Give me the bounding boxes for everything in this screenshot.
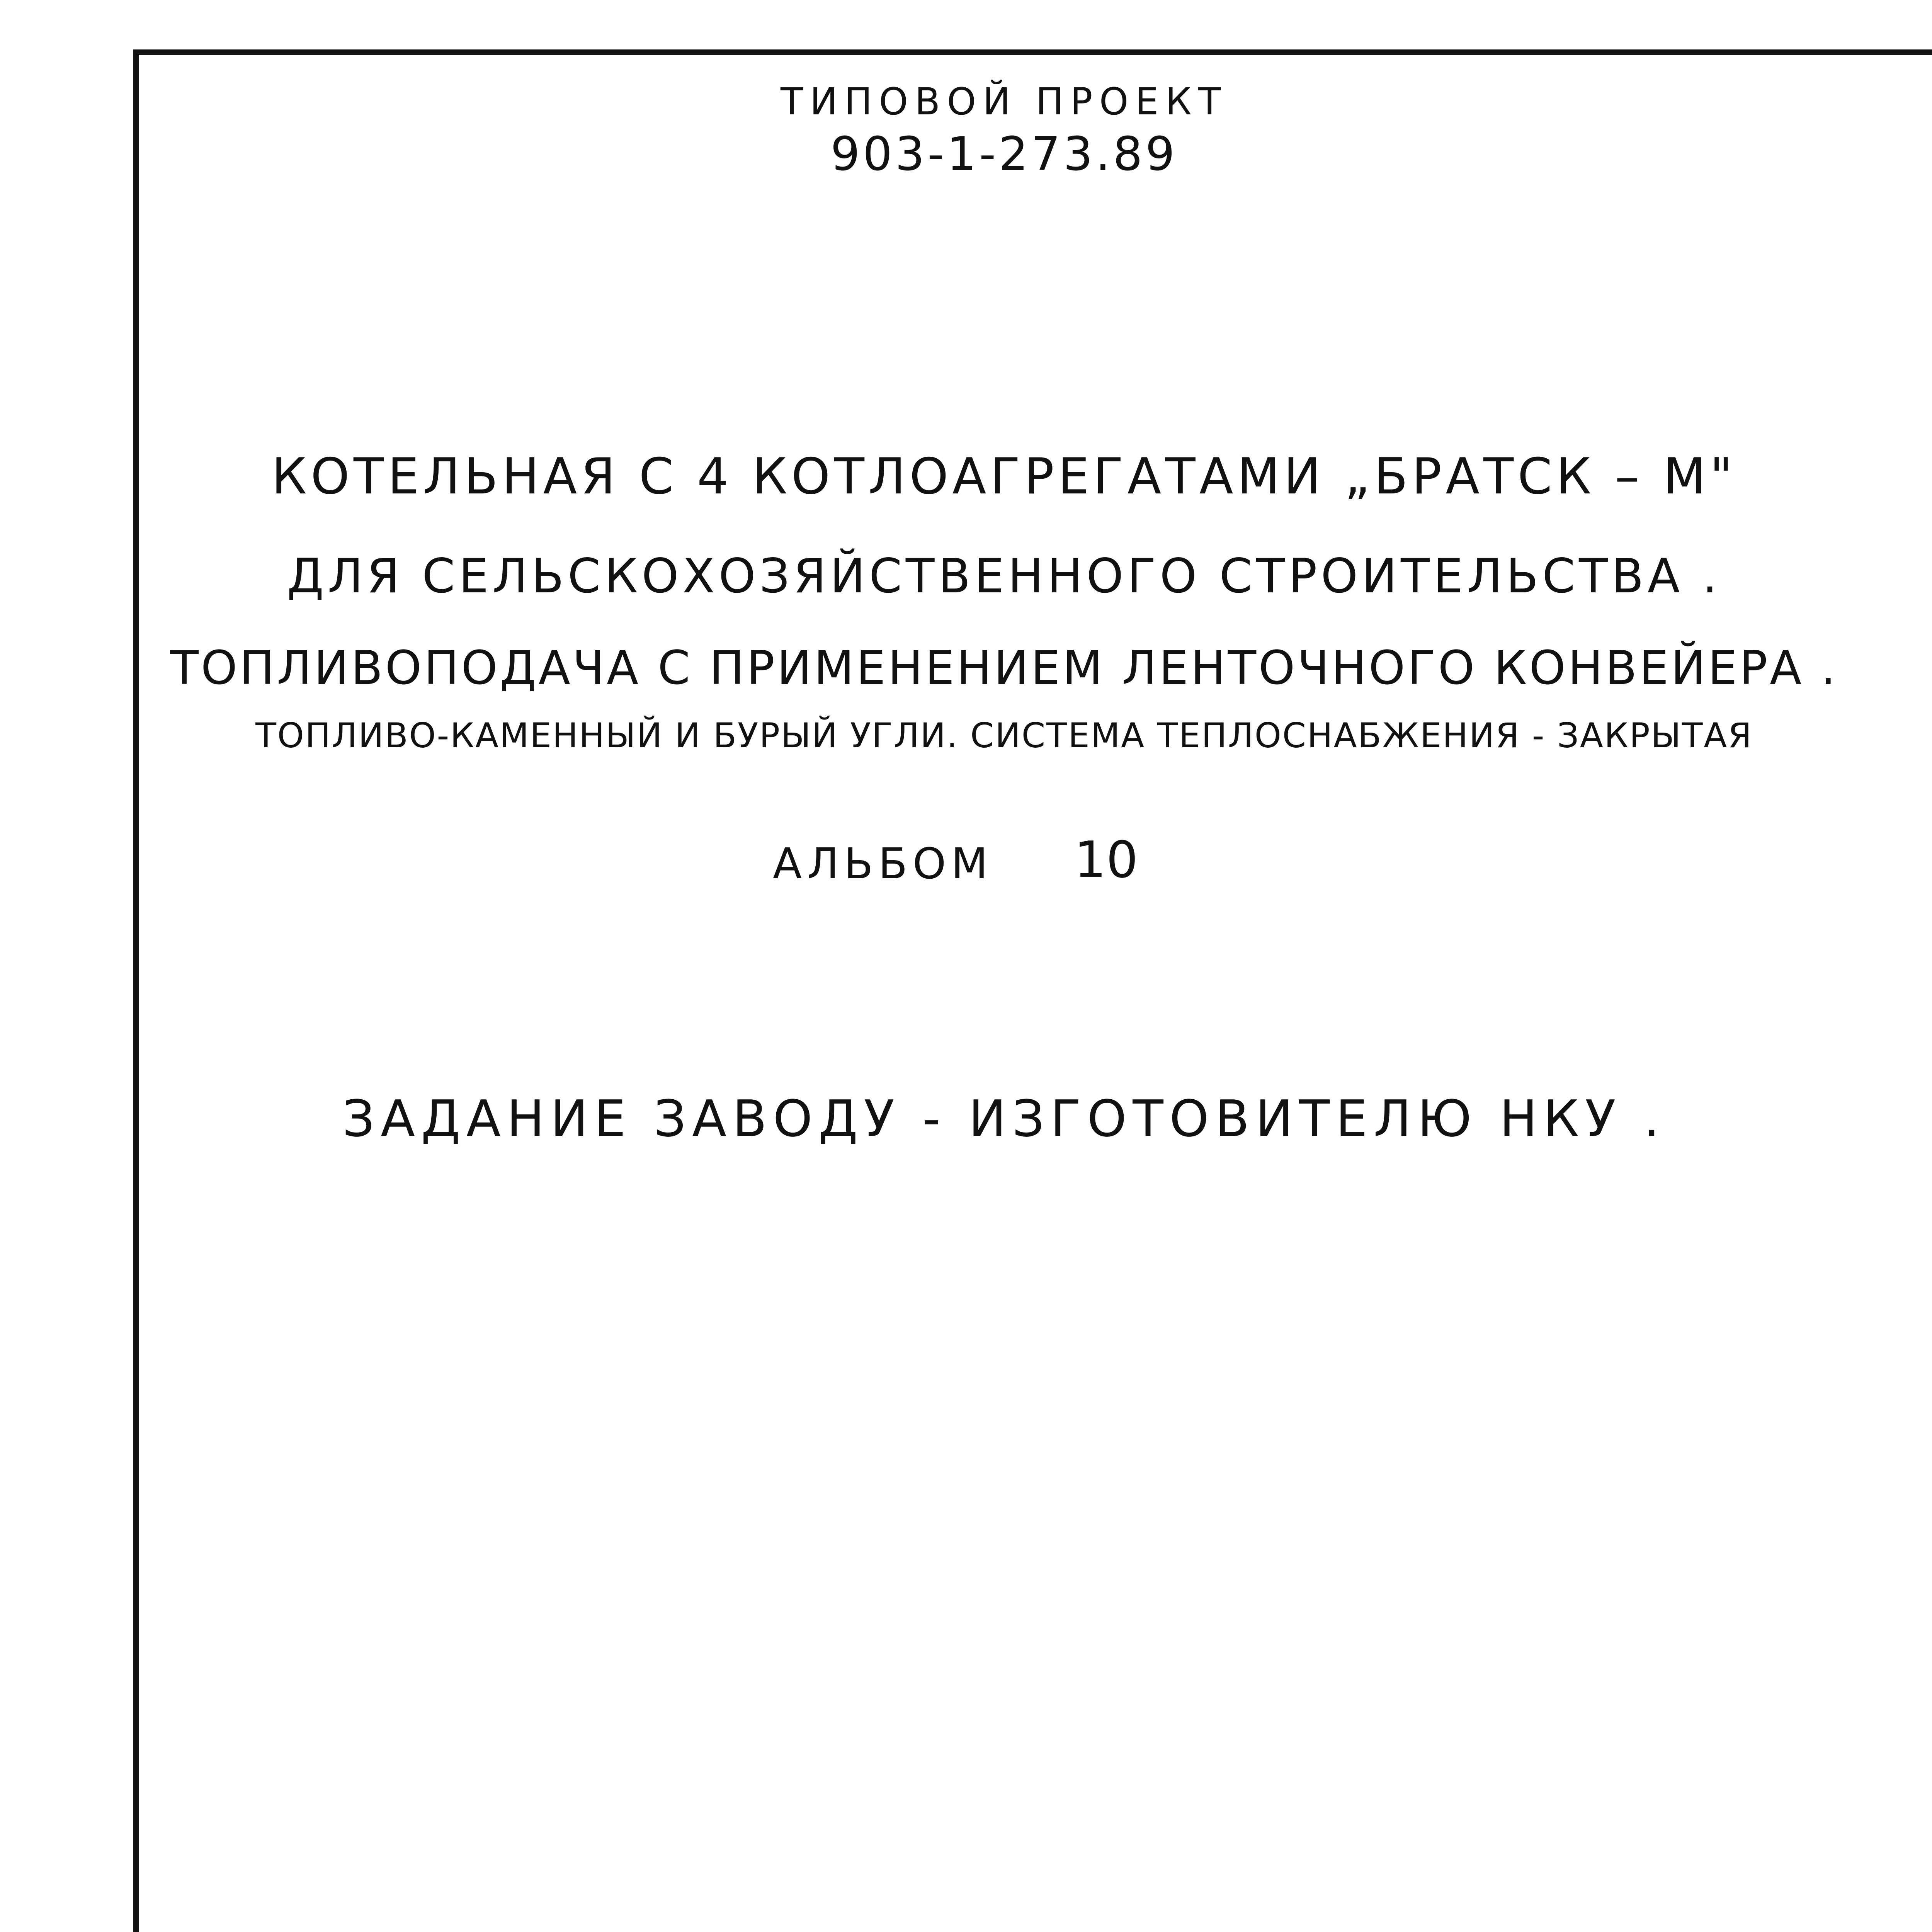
drawing-frame	[133, 49, 1932, 1932]
title-line-4: ТОПЛИВО-КАМЕННЫЙ И БУРЫЙ УГЛИ. СИСТЕМА ТЕПЛОСНАБЖЕНИЯ - ЗАКРЫТАЯ	[255, 716, 1753, 755]
title-line-2: ДЛЯ СЕЛЬСКОХОЗЯЙСТВЕННОГО СТРОИТЕЛЬСТВА .	[287, 549, 1721, 604]
title-line-3: ТОПЛИВОПОДАЧА С ПРИМЕНЕНИЕМ ЛЕНТОЧНОГО КОНВЕЙЕРА .	[170, 641, 1838, 695]
title-line-1: КОТЕЛЬНАЯ С 4 КОТЛОАГРЕГАТАМИ „БРАТСК – М"	[271, 448, 1737, 505]
project-number: 903-1-273.89	[830, 128, 1178, 181]
album-number: 10	[1074, 830, 1138, 889]
album-label: АЛЬБОМ	[773, 839, 993, 888]
project-type: ТИПОВОЙ ПРОЕКТ	[781, 80, 1228, 123]
subject-title: ЗАДАНИЕ ЗАВОДУ - ИЗГОТОВИТЕЛЮ НКУ .	[342, 1089, 1666, 1148]
